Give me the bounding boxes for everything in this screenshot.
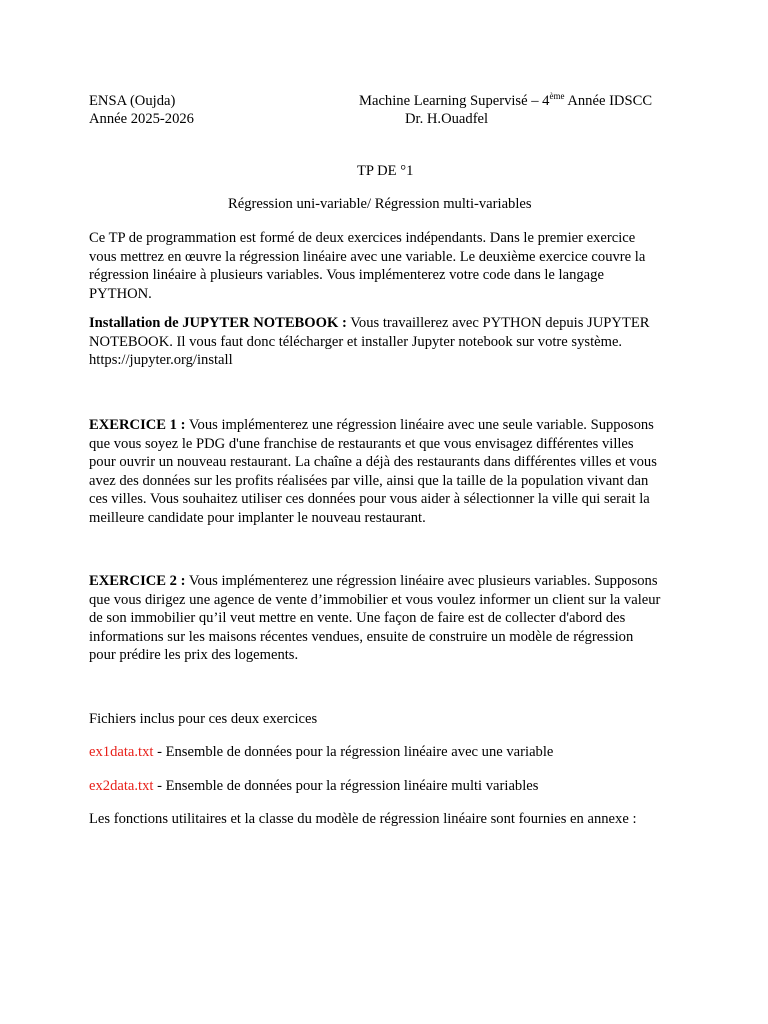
jupyter-install-url: https://jupyter.org/install	[89, 352, 233, 368]
intro-line: régression linéaire à plusieurs variables. Vous implémenterez votre code dans le langage	[89, 267, 604, 283]
document-title: TP DE °1	[357, 163, 414, 179]
file-item-ex1	[89, 743, 553, 762]
document-subtitle: Régression uni-variable/ Régression multi-variables	[228, 196, 532, 212]
exercise-1-line: avez des données sur les profits réalisées par ville, ainsi que la taille de la population vivant dan	[89, 472, 649, 489]
exercise-1-line: ces villes. Vous souhaitez utiliser ces données pour vous aider à sélectionner la ville qui serait la	[89, 491, 650, 507]
course-title-suffix: Année IDSCC	[564, 93, 653, 109]
teacher-name: Dr. H.Ouadfel	[405, 111, 489, 127]
exercise-1-paragraph	[89, 416, 689, 527]
intro-line: PYTHON.	[89, 285, 152, 302]
school-name: ENSA (Oujda)	[89, 93, 176, 109]
exercise-2-line: informations sur les maisons récentes vendues, ensuite de construire un modèle de régression	[89, 628, 634, 645]
course-title-superscript: ème	[549, 91, 565, 101]
exercise-1-line: pour ouvrir un nouveau restaurant. La chaîne a déjà des restaurants dans différentes villes et vous	[89, 454, 657, 470]
intro-line: vous mettrez en œuvre la régression linéaire avec une variable. Le deuxième exercice couvre la	[89, 248, 646, 265]
files-heading: Fichiers inclus pour ces deux exercices	[89, 711, 318, 727]
file-desc-ex1: - Ensemble de données pour la régression linéaire avec une variable	[153, 744, 554, 760]
exercise-1-line	[89, 416, 689, 435]
course-title-prefix: Machine Learning Supervisé – 4	[359, 93, 550, 109]
exercise-2-line: que vous dirigez une agence de vente d’immobilier et vous voulez informer un client sur la valeur	[89, 591, 661, 608]
intro-paragraph	[89, 229, 689, 303]
file-item-ex2	[89, 777, 538, 796]
exercise-1-line: que vous soyez le PDG d'une franchise de restaurants et que vous envisagez différentes villes	[89, 435, 634, 452]
exercise-2-text: Vous implémenterez une régression linéaire avec plusieurs variables. Supposons	[185, 573, 658, 589]
annex-note: Les fonctions utilitaires et la classe du modèle de régression linéaire sont fournies en annexe :	[89, 811, 637, 827]
exercise-2-line	[89, 572, 689, 591]
installation-paragraph	[89, 314, 689, 370]
exercise-2-line: pour prédire les prix des logements.	[89, 647, 299, 663]
installation-line: NOTEBOOK. Il vous faut donc télécharger et installer Jupyter notebook sur votre système.	[89, 333, 623, 350]
exercise-1-text: Vous implémenterez une régression linéaire avec une seule variable. Supposons	[185, 417, 654, 433]
intro-line: Ce TP de programmation est formé de deux exercices indépendants. Dans le premier exercice	[89, 230, 636, 246]
installation-line	[89, 314, 689, 333]
exercise-1-line: meilleure candidate pour implanter le nouveau restaurant.	[89, 509, 426, 526]
file-name-ex1: ex1data.txt	[89, 744, 154, 760]
file-name-ex2: ex2data.txt	[89, 778, 154, 794]
file-desc-ex2: - Ensemble de données pour la régression linéaire multi variables	[153, 778, 539, 794]
exercise-2-paragraph	[89, 572, 689, 665]
academic-year: Année 2025-2026	[89, 111, 194, 127]
exercise-2-label: EXERCICE 2 :	[89, 573, 186, 589]
installation-text: Vous travaillerez avec PYTHON depuis JUPYTER	[346, 315, 650, 331]
exercise-1-label: EXERCICE 1 :	[89, 417, 186, 433]
course-title	[359, 92, 652, 111]
installation-label: Installation de JUPYTER NOTEBOOK :	[89, 315, 347, 331]
exercise-2-line: de son immobilier qu’il veut mettre en vente. Une façon de faire est de collecter d'abord des	[89, 610, 626, 626]
